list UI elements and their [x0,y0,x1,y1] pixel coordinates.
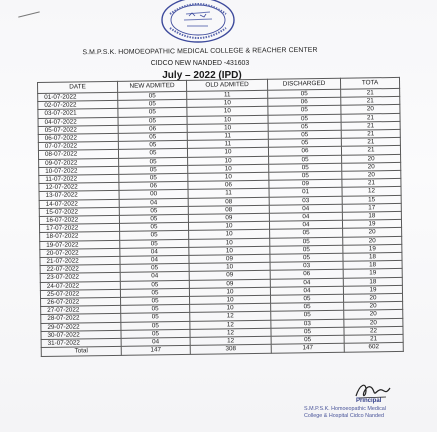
cell-new-admited: 05 [120,264,189,273]
cell-total: 18 [343,261,402,270]
cell-new-admited: 06 [119,182,188,191]
stamp-title: Principal [356,398,382,404]
cell-discharged: 03 [270,262,343,271]
cell-date: 11-07-2022 [39,174,119,183]
cell-new-admited: 00 [119,190,188,199]
ipd-table [37,77,404,357]
cell-date: 28-07-2022 [41,314,121,323]
cell-discharged: 06 [268,147,341,156]
cell-discharged: 05 [271,311,344,320]
cell-old-admited: 10 [187,98,268,107]
cell-date: 09-07-2022 [39,158,119,167]
college-seal-icon [156,0,240,48]
cell-date: 14-07-2022 [39,199,119,208]
cell-new-admited: 05 [119,157,188,166]
cell-date: 10-07-2022 [39,166,119,175]
cell-discharged: 06 [270,270,343,279]
cell-new-admited: 05 [118,91,187,100]
cell-discharged: 05 [271,327,344,336]
cell-new-admited: 05 [121,296,190,305]
cell-date: 17-07-2022 [39,224,119,233]
cell-total: 20 [342,170,401,179]
cell-new-admited: 05 [118,100,187,109]
cell-old-admited: 10 [188,222,269,231]
cell-new-admited: 05 [120,288,189,297]
cell-old-admited: 08 [188,197,269,206]
cell-total: 20 [342,162,401,171]
cell-date: 26-07-2022 [41,297,121,306]
cell-discharged: 01 [269,188,342,197]
cell-new-admited: 05 [119,206,188,215]
cell-old-admited: 09 [189,279,270,288]
cell-old-admited: 10 [187,115,268,124]
cell-date: 16-07-2022 [39,215,119,224]
cell-date: 12-07-2022 [39,183,119,192]
college-name: S.M.P.S.K. HOMOEOPATHIC MEDICAL COLLEGE & REACHER CENTER [82,46,318,57]
cell-old-admited: 10 [189,246,270,255]
cell-total: 20 [342,154,401,163]
cell-discharged: 04 [270,278,343,287]
cell-total: 20 [344,310,403,319]
cell-new-admited: 05 [119,223,188,232]
cell-old-admited: 12 [190,320,271,329]
cell-total: 21 [341,113,400,122]
cell-old-admited: 10 [188,156,269,165]
cell-total: 21 [341,146,400,155]
cell-old-admited: 11 [187,139,268,148]
table-body [38,88,404,356]
cell-old-admited: 10 [188,172,269,181]
header-discharged: DISCHARGED [267,78,340,90]
header-old-admited: OLD ADMITED [186,79,267,91]
cell-new-admited: 06 [118,124,187,133]
cell-discharged: 05 [270,245,343,254]
cell-date: 25-07-2022 [40,289,120,298]
cell-discharged: 04 [269,220,342,229]
cell-total: 21 [341,138,400,147]
cell-total: 21 [342,179,401,188]
cell-discharged: 05 [268,130,341,139]
total-new: 147 [121,346,190,355]
cell-old-admited: 10 [189,238,270,247]
cell-total: 21 [341,97,400,106]
cell-total: 21 [344,335,403,344]
header-new-admited: NEW ADMITED [117,80,186,92]
cell-total: 19 [342,220,401,229]
cell-date: 15-07-2022 [39,207,119,216]
cell-old-admited: 08 [188,205,269,214]
cell-date: 05-07-2022 [38,125,118,134]
cell-total: 20 [343,236,402,245]
cell-total: 19 [343,285,402,294]
cell-discharged: 03 [269,196,342,205]
cell-date: 07-07-2022 [38,142,118,151]
cell-new-admited: 05 [121,329,190,338]
cell-old-admited: 12 [190,312,271,321]
cell-date: 18-07-2022 [40,232,120,241]
cell-discharged: 04 [270,286,343,295]
cell-total: 20 [344,318,403,327]
cell-total: 18 [343,252,402,261]
cell-new-admited: 05 [120,280,189,289]
cell-date: 03-07-2021 [38,109,118,118]
cell-discharged: 05 [270,253,343,262]
cell-new-admited: 05 [118,149,187,158]
cell-discharged: 05 [270,229,343,238]
cell-total: 20 [343,228,402,237]
cell-new-admited: 04 [119,198,188,207]
cell-total: 20 [343,293,402,302]
cell-new-admited: 05 [118,132,187,141]
cell-new-admited: 05 [121,305,190,314]
cell-new-admited: 04 [120,255,189,264]
cell-date: 30-07-2022 [41,330,121,339]
cell-discharged: 04 [269,204,342,213]
cell-total: 18 [343,277,402,286]
cell-new-admited: 05 [118,108,187,117]
stamp-line-2: College & Hospital Cidco Nanded [304,413,385,419]
cell-old-admited: 12 [190,328,271,337]
cell-discharged: 05 [268,138,341,147]
cell-old-admited: 12 [190,336,271,345]
cell-old-admited: 10 [189,230,270,239]
cell-old-admited: 10 [187,107,268,116]
header-date: DATE [38,81,118,93]
cell-old-admited: 11 [187,90,268,99]
cell-date: 22-07-2022 [40,265,120,274]
cell-date: 13-07-2022 [39,191,119,200]
cell-new-admited: 05 [118,116,187,125]
cell-discharged: 05 [268,114,341,123]
cell-date: 23-07-2022 [40,273,120,282]
cell-new-admited: 05 [121,313,190,322]
cell-discharged: 06 [268,97,341,106]
cell-old-admited: 10 [190,295,271,304]
cell-old-admited: 10 [189,263,270,272]
college-address: CIDCO NEW NANDED -431603 [150,60,250,67]
header-total: TOTA [340,77,399,89]
cell-discharged: 05 [269,155,342,164]
cell-date: 31-07-2022 [41,338,121,347]
cell-total: 19 [343,269,402,278]
cell-total: 19 [343,244,402,253]
cell-new-admited: 05 [119,165,188,174]
total-label: Total [41,347,121,356]
cell-total: 18 [342,211,401,220]
total-total: 602 [344,343,403,352]
cell-discharged: 04 [269,212,342,221]
cell-new-admited: 04 [120,247,189,256]
cell-discharged: 05 [268,89,341,98]
cell-new-admited: 05 [119,214,188,223]
cell-new-admited: 05 [121,321,190,330]
cell-new-admited: 05 [120,231,189,240]
cell-total: 12 [342,187,401,196]
cell-old-admited: 11 [188,189,269,198]
cell-old-admited: 09 [189,254,270,263]
cell-date: 08-07-2022 [38,150,118,159]
cell-date: 06-07-2022 [38,133,118,142]
cell-discharged: 05 [268,106,341,115]
cell-total: 21 [341,129,400,138]
cell-total: 21 [341,88,400,97]
cell-old-admited: 10 [188,164,269,173]
cell-discharged: 05 [271,303,344,312]
total-old: 308 [190,345,271,354]
cell-discharged: 05 [269,163,342,172]
cell-total: 17 [342,203,401,212]
cell-discharged: 05 [268,122,341,131]
cell-total: 15 [342,195,401,204]
cell-date: 24-07-2022 [40,281,120,290]
cell-discharged: 05 [271,335,344,344]
cell-old-admited: 10 [189,287,270,296]
cell-old-admited: 11 [187,131,268,140]
cell-discharged: 05 [270,237,343,246]
cell-discharged: 05 [269,171,342,180]
cell-old-admited: 09 [189,271,270,280]
stamp-line-1: S.M.P.S.K. Homoeopathic Medical [304,406,386,412]
cell-old-admited: 06 [188,181,269,190]
cell-date: 19-07-2022 [40,240,120,249]
cell-old-admited: 10 [187,148,268,157]
total-discharged: 147 [271,344,344,353]
cell-discharged: 03 [271,319,344,328]
cell-old-admited: 10 [190,304,271,313]
cell-old-admited: 09 [188,213,269,222]
cell-date: 29-07-2022 [41,322,121,331]
cell-new-admited: 05 [119,173,188,182]
cell-new-admited: 04 [120,272,189,281]
cell-new-admited: 05 [118,141,187,150]
cell-total: 20 [344,302,403,311]
cell-total: 21 [341,121,400,130]
cell-date: 20-07-2022 [40,248,120,257]
pen-mark [18,11,40,17]
report-month: July – 2022 (IPD) [162,70,242,81]
cell-date: 01-07-2022 [38,92,118,101]
cell-total: 20 [341,105,400,114]
cell-date: 02-07-2022 [38,101,118,110]
cell-new-admited: 05 [120,239,189,248]
cell-discharged: 09 [269,179,342,188]
cell-new-admited: 04 [121,337,190,346]
cell-total: 22 [344,326,403,335]
principal-stamp [300,378,430,428]
cell-date: 27-07-2022 [41,306,121,315]
cell-date: 04-07-2022 [38,117,118,126]
cell-old-admited: 10 [187,123,268,132]
cell-date: 21-07-2022 [40,256,120,265]
cell-discharged: 05 [271,294,344,303]
